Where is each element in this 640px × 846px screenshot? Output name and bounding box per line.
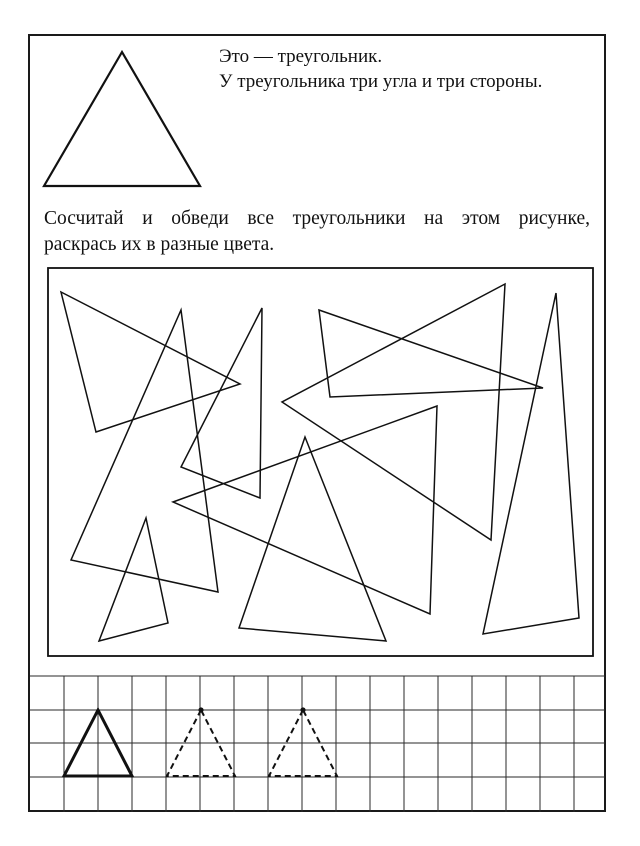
puzzle-triangle bbox=[282, 284, 505, 540]
intro-line-2: У треугольника три угла и три стороны. bbox=[219, 71, 543, 92]
puzzle-triangle bbox=[483, 293, 579, 634]
intro-line-1: Это — треугольник. bbox=[219, 46, 383, 67]
practice-dot bbox=[198, 707, 203, 712]
practice-dot bbox=[300, 707, 305, 712]
instruction-text bbox=[44, 206, 590, 258]
instruction-line-1: Сосчитай и обведи все треугольники на этом рисунке, bbox=[44, 208, 590, 229]
instruction-line-2: раскрась их в разные цвета. bbox=[44, 234, 275, 255]
intro-text bbox=[219, 44, 542, 94]
puzzle-triangle bbox=[61, 292, 240, 432]
puzzle-triangle bbox=[71, 310, 218, 592]
puzzle-triangles bbox=[61, 284, 579, 641]
example-triangle bbox=[44, 52, 200, 186]
